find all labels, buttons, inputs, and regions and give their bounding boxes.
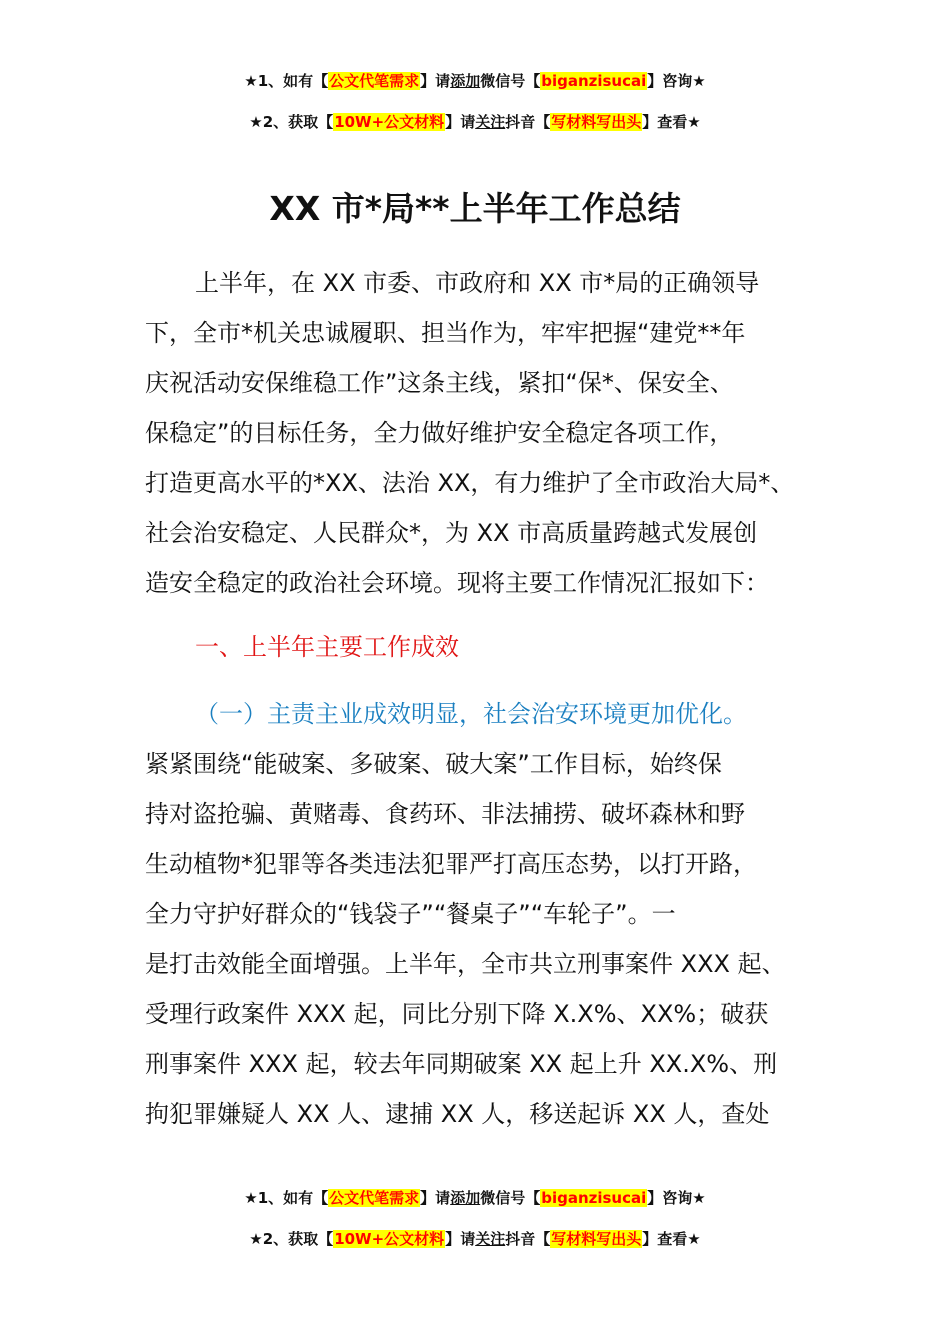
page-title: XX 市*局**上半年工作总结 [269, 189, 681, 228]
text-line: 造安全稳定的政治社会环境。现将主要工作情况汇报如下： [145, 569, 769, 597]
promo-underline: 添加 [450, 1189, 481, 1207]
text-line: 庆祝活动安保维稳工作”这条主线，紧扣“保*、保安全、 [145, 369, 734, 397]
promo-line-top-2 [0, 111, 950, 133]
text-line: 全力守护好群众的“钱袋子”“餐桌子”“车轮子”。一 [145, 900, 676, 928]
text-line: 持对盗抢骗、黄赌毒、食药环、非法捕捞、破坏森林和野 [145, 800, 745, 828]
promo-text: 微信号【 [480, 72, 541, 90]
section-heading: 一、上半年主要工作成效 [195, 633, 459, 661]
promo-text: 】请 [420, 72, 451, 90]
promo-text: ★1、如有【 [244, 72, 329, 90]
promo-highlight: 10W+公文材料 [334, 1230, 445, 1248]
promo-highlight: biganzisucai [541, 1189, 647, 1207]
promo-line-bottom-2 [0, 1228, 950, 1250]
promo-text: 】咨询★ [647, 72, 706, 90]
text-line: 紧紧围绕“能破案、多破案、破大案”工作目标，始终保 [145, 750, 722, 778]
text-line: 上半年，在 XX 市委、市政府和 XX 市*局的正确领导 [195, 269, 760, 297]
promo-underline: 关注 [475, 1230, 506, 1248]
intro-paragraph [145, 258, 815, 608]
promo-text: 抖音【 [505, 113, 551, 131]
text-line: 刑事案件 XXX 起，较去年同期破案 XX 起上升 XX.X%、刑 [145, 1050, 778, 1078]
promo-text: 】咨询★ [647, 1189, 706, 1207]
promo-text: 】请 [420, 1189, 451, 1207]
subsection-heading: （一）主责主业成效明显，社会治安环境更加优化。 [195, 700, 747, 728]
promo-text: 】查看★ [642, 113, 701, 131]
text-line: 社会治安稳定、人民群众*，为 XX 市高质量跨越式发展创 [145, 519, 758, 547]
promo-highlight: 10W+公文材料 [334, 113, 445, 131]
promo-text: 微信号【 [480, 1189, 541, 1207]
promo-highlight: 写材料写出头 [551, 113, 642, 131]
section-body [145, 689, 815, 1139]
promo-highlight: 公文代笔需求 [329, 72, 420, 90]
text-line: 保稳定”的目标任务，全力做好维护安全稳定各项工作， [145, 419, 734, 447]
promo-text: ★1、如有【 [244, 1189, 329, 1207]
promo-text: ★2、获取【 [249, 1230, 334, 1248]
promo-highlight: 写材料写出头 [551, 1230, 642, 1248]
text-line: 下，全市*机关忠诚履职、担当作为，牢牢把握“建党**年 [145, 319, 746, 347]
text-line: 受理行政案件 XXX 起，同比分别下降 X.X%、XX%；破获 [145, 1000, 769, 1028]
promo-underline: 添加 [450, 72, 481, 90]
promo-line-bottom-1 [0, 1187, 950, 1209]
promo-text: 】请 [445, 113, 476, 131]
text-line: 打造更高水平的*XX、法治 XX，有力维护了全市政治大局*、 [145, 469, 795, 497]
text-line: 拘犯罪嫌疑人 XX 人、逮捕 XX 人，移送起诉 XX 人，查处 [145, 1100, 770, 1128]
promo-line-top-1 [0, 70, 950, 92]
promo-highlight: biganzisucai [541, 72, 647, 90]
promo-text: 】查看★ [642, 1230, 701, 1248]
promo-underline: 关注 [475, 113, 506, 131]
promo-highlight: 公文代笔需求 [329, 1189, 420, 1207]
promo-text: ★2、获取【 [249, 113, 334, 131]
promo-text: 】请 [445, 1230, 476, 1248]
text-line: 生动植物*犯罪等各类违法犯罪严打高压态势，以打开路， [145, 850, 757, 878]
text-line: 是打击效能全面增强。上半年，全市共立刑事案件 XXX 起、 [145, 950, 786, 978]
promo-text: 抖音【 [505, 1230, 551, 1248]
